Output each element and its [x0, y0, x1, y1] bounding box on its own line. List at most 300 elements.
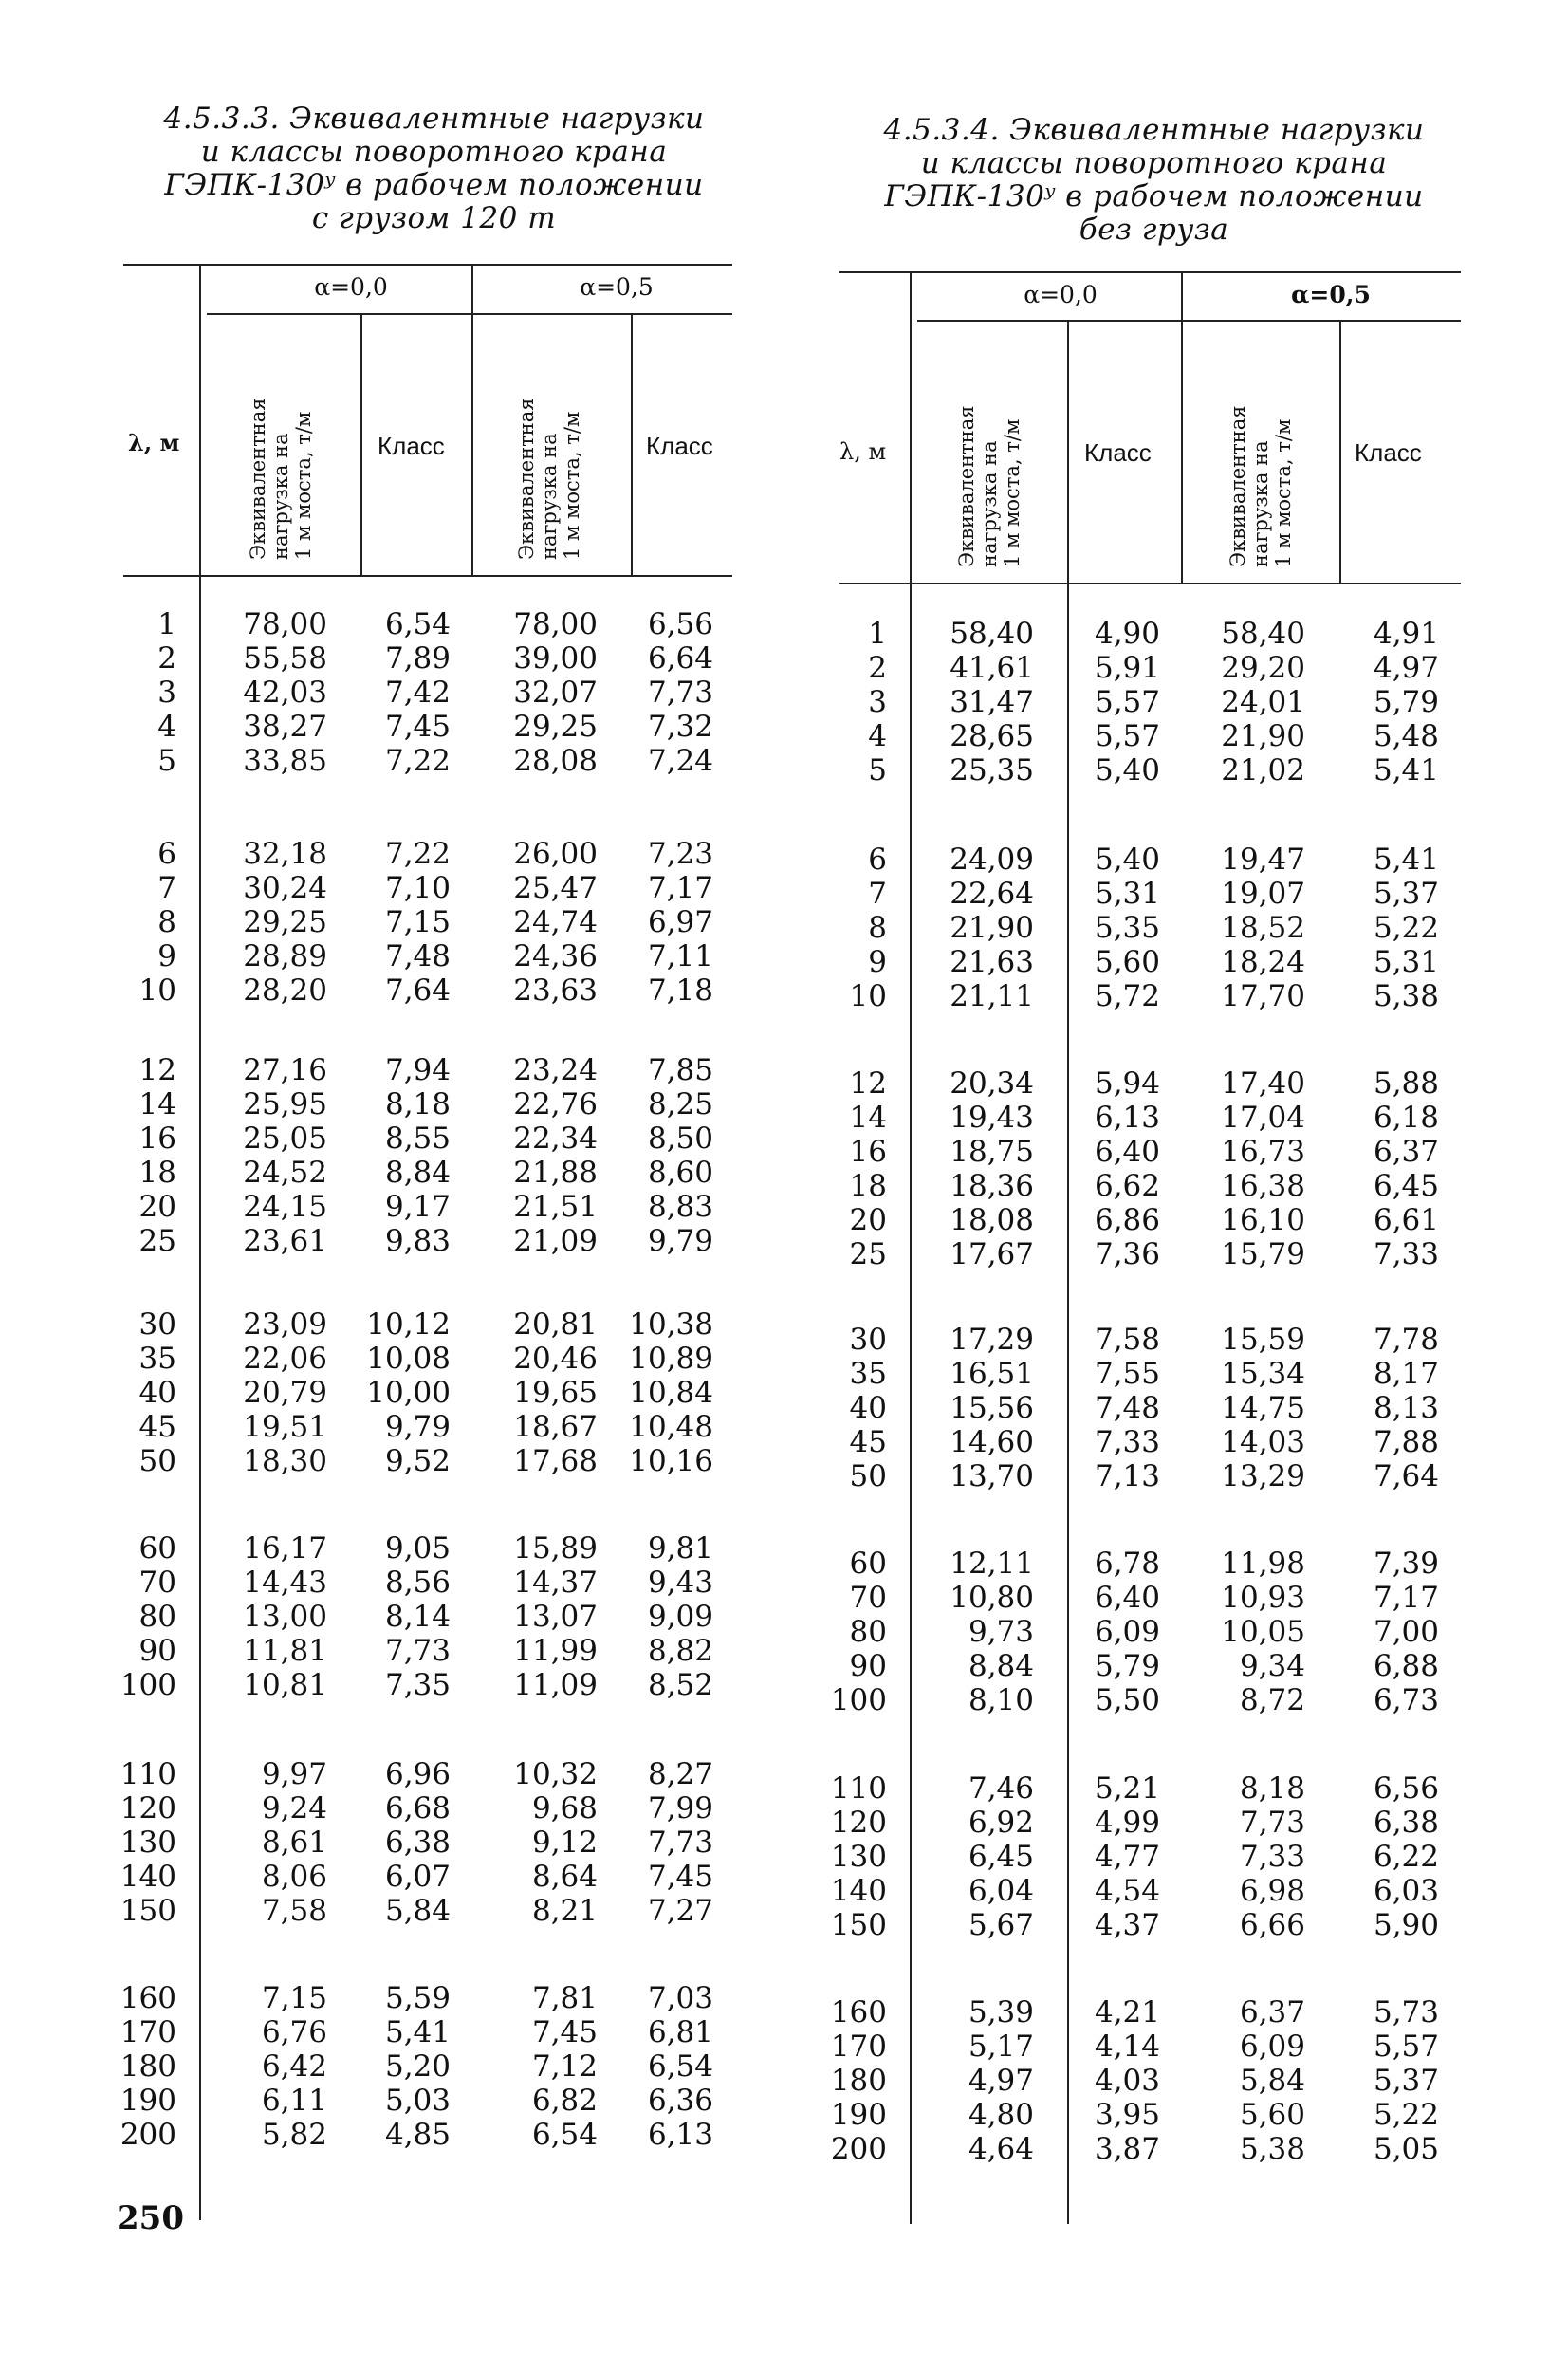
class05-cell: 8,82	[647, 1634, 713, 1668]
class05-cell: 6,22	[1373, 1840, 1439, 1874]
equiv0-cell: 41,61	[950, 651, 1034, 685]
klass-header: Класс	[378, 432, 445, 460]
table-row	[120, 1860, 745, 1894]
table-row	[120, 1757, 745, 1791]
class05-cell: 8,17	[1373, 1357, 1439, 1391]
equiv05-cell: 6,09	[1239, 2030, 1305, 2064]
equiv05-cell: 9,12	[531, 1826, 598, 1860]
rule	[123, 575, 732, 577]
table-row	[120, 2118, 745, 2152]
rule	[917, 320, 1461, 322]
equiv05-cell: 18,52	[1221, 911, 1305, 945]
lambda-cell: 18	[849, 1169, 887, 1203]
class05-cell: 6,45	[1373, 1169, 1439, 1203]
equiv0-cell: 13,00	[243, 1600, 327, 1634]
equiv05-cell: 6,37	[1239, 1995, 1305, 2030]
equiv0-cell: 7,46	[968, 1771, 1034, 1806]
table-row	[830, 1840, 1468, 1874]
equiv05-cell: 9,68	[531, 1791, 598, 1826]
equiv0-cell: 18,75	[950, 1135, 1034, 1169]
equiv05-cell: 8,18	[1239, 1771, 1305, 1806]
class0-cell: 7,64	[384, 973, 451, 1008]
lambda-cell: 12	[849, 1066, 887, 1101]
table-row	[830, 1806, 1468, 1840]
lambda-cell: 35	[138, 1342, 176, 1376]
class0-cell: 4,99	[1094, 1806, 1160, 1840]
page-number: 250	[117, 2199, 184, 2237]
equiv05-cell: 19,65	[513, 1376, 598, 1410]
equiv0-cell: 24,52	[243, 1156, 327, 1190]
equiv05-cell: 7,73	[1239, 1806, 1305, 1840]
class0-cell: 8,56	[384, 1566, 451, 1600]
class05-cell: 9,09	[647, 1600, 713, 1634]
row-group	[123, 837, 745, 1008]
equiv0-cell: 29,25	[243, 905, 327, 939]
table-row	[123, 1566, 745, 1600]
title-line: без груза	[1079, 213, 1229, 247]
equiv0-cell: 16,17	[243, 1531, 327, 1566]
equiv05-cell: 10,32	[513, 1757, 598, 1791]
equiv05-cell: 16,73	[1221, 1135, 1305, 1169]
equiv0-cell: 4,64	[968, 2132, 1034, 2166]
title-line: 4.5.3.4. Эквивалентные нагрузки	[883, 113, 1425, 147]
equiv0-cell: 15,56	[950, 1391, 1034, 1425]
class05-cell: 7,17	[1373, 1581, 1439, 1615]
class0-cell: 4,03	[1094, 2064, 1160, 2098]
equiv0-cell: 6,92	[968, 1806, 1034, 1840]
equiv05-cell: 5,84	[1239, 2064, 1305, 2098]
table-row	[123, 1531, 745, 1566]
lambda-cell: 25	[138, 1224, 176, 1258]
class05-cell: 5,41	[1373, 843, 1439, 877]
table-row	[123, 1087, 745, 1121]
equiv0-cell: 11,81	[243, 1634, 327, 1668]
lambda-cell: 2	[868, 651, 887, 685]
class0-cell: 5,20	[384, 2049, 451, 2084]
table-row	[839, 877, 1468, 911]
lambda-cell: 150	[120, 1894, 176, 1928]
table-row	[123, 1600, 745, 1634]
table-row	[123, 1410, 745, 1444]
class0-cell: 5,94	[1094, 1066, 1160, 1101]
table-row	[123, 1342, 745, 1376]
row-group	[120, 1531, 745, 1702]
lambda-cell: 35	[849, 1357, 887, 1391]
equiv0-cell: 9,73	[968, 1615, 1034, 1649]
table-row	[123, 1634, 745, 1668]
row-group	[120, 1757, 745, 1928]
table-row	[123, 1156, 745, 1190]
equiv-header-line: Эквивалентная	[515, 398, 538, 560]
lambda-cell: 45	[138, 1410, 176, 1444]
lambda-cell: 80	[138, 1600, 176, 1634]
table-row	[839, 1425, 1468, 1459]
equiv05-cell: 15,79	[1221, 1237, 1305, 1271]
equiv05-cell: 24,01	[1221, 685, 1305, 719]
row-group	[123, 607, 745, 778]
equiv0-cell: 17,29	[950, 1323, 1034, 1357]
lambda-cell: 120	[120, 1791, 176, 1826]
rule	[471, 264, 473, 577]
table-row	[123, 1307, 745, 1342]
class05-cell: 7,32	[647, 710, 713, 744]
equiv05-cell: 21,88	[513, 1156, 598, 1190]
class0-cell: 5,79	[1094, 1649, 1160, 1683]
class0-cell: 7,10	[384, 871, 451, 905]
equiv0-cell: 7,58	[261, 1894, 327, 1928]
equiv0-cell: 14,60	[950, 1425, 1034, 1459]
title-line: с грузом 120 т	[311, 201, 557, 235]
equiv0-cell: 23,09	[243, 1307, 327, 1342]
table-row	[830, 1874, 1468, 1908]
class05-cell: 5,79	[1373, 685, 1439, 719]
class05-cell: 6,54	[647, 2049, 713, 2084]
class05-cell: 5,37	[1373, 2064, 1439, 2098]
class05-cell: 4,97	[1373, 651, 1439, 685]
equiv0-cell: 58,40	[950, 617, 1034, 651]
row-group	[120, 1981, 745, 2152]
equiv0-cell: 25,95	[243, 1087, 327, 1121]
table-row	[839, 1237, 1468, 1271]
rule	[207, 313, 732, 315]
class0-cell: 9,17	[384, 1190, 451, 1224]
title-line: 4.5.3.3. Эквивалентные нагрузки	[163, 102, 705, 136]
class05-cell: 7,24	[647, 744, 713, 778]
class0-cell: 5,35	[1094, 911, 1160, 945]
equiv05-cell: 6,82	[531, 2084, 598, 2118]
lambda-cell: 8	[868, 911, 887, 945]
title-line: и классы поворотного крана	[200, 135, 668, 169]
equiv05-cell: 29,20	[1221, 651, 1305, 685]
equiv05-cell: 8,72	[1239, 1683, 1305, 1717]
equiv05-cell: 7,33	[1239, 1840, 1305, 1874]
equiv0-cell: 28,89	[243, 939, 327, 973]
lambda-cell: 10	[138, 973, 176, 1008]
equiv05-cell: 7,12	[531, 2049, 598, 2084]
equiv0-cell: 16,51	[950, 1357, 1034, 1391]
table-row	[120, 1826, 745, 1860]
class0-cell: 5,91	[1094, 651, 1160, 685]
lambda-cell: 45	[849, 1425, 887, 1459]
table-row	[120, 2049, 745, 2084]
equiv0-cell: 14,43	[243, 1566, 327, 1600]
class0-cell: 7,89	[384, 641, 451, 676]
class05-cell: 5,48	[1373, 719, 1439, 753]
lambda-cell: 120	[830, 1806, 887, 1840]
title-line: ГЭПК-130ʸ в рабочем положении	[164, 168, 704, 202]
equiv-header-line: нагрузка на	[978, 440, 1001, 567]
class0-cell: 7,33	[1094, 1425, 1160, 1459]
class0-cell: 7,22	[384, 744, 451, 778]
rule	[910, 271, 912, 584]
equiv0-cell: 21,11	[950, 979, 1034, 1013]
lambda-cell: 150	[830, 1908, 887, 1942]
table-row	[123, 905, 745, 939]
equiv05-cell: 26,00	[513, 837, 598, 871]
class0-cell: 3,87	[1094, 2132, 1160, 2166]
class05-cell: 7,00	[1373, 1615, 1439, 1649]
class0-cell: 8,18	[384, 1087, 451, 1121]
equiv05-cell: 19,47	[1221, 843, 1305, 877]
class0-cell: 5,60	[1094, 945, 1160, 979]
class05-cell: 7,03	[647, 1981, 713, 2015]
table-title	[123, 102, 745, 235]
rule	[631, 313, 633, 577]
table-row	[120, 1791, 745, 1826]
rule	[1339, 320, 1341, 584]
class05-cell: 6,03	[1373, 1874, 1439, 1908]
lambda-cell: 190	[830, 2098, 887, 2132]
class05-cell: 6,56	[1373, 1771, 1439, 1806]
klass-header: Класс	[1084, 438, 1152, 467]
equiv0-cell: 33,85	[243, 744, 327, 778]
equiv05-cell: 21,90	[1221, 719, 1305, 753]
equiv0-cell: 8,10	[968, 1683, 1034, 1717]
class05-cell: 5,38	[1373, 979, 1439, 1013]
table-row	[830, 2098, 1468, 2132]
lambda-cell: 40	[138, 1376, 176, 1410]
class0-cell: 9,83	[384, 1224, 451, 1258]
lambda-cell: 20	[138, 1190, 176, 1224]
lambda-cell: 190	[120, 2084, 176, 2118]
equiv0-cell: 8,06	[261, 1860, 327, 1894]
equiv0-cell: 4,97	[968, 2064, 1034, 2098]
class05-cell: 9,79	[647, 1224, 713, 1258]
class0-cell: 7,73	[384, 1634, 451, 1668]
class05-cell: 5,31	[1373, 945, 1439, 979]
class0-cell: 7,48	[1094, 1391, 1160, 1425]
table-row	[839, 1135, 1468, 1169]
class0-cell: 6,96	[384, 1757, 451, 1791]
equiv05-cell: 16,10	[1221, 1203, 1305, 1237]
equiv05-cell: 24,36	[513, 939, 598, 973]
class0-cell: 4,85	[384, 2118, 451, 2152]
equiv-header-line: Эквивалентная	[955, 405, 978, 567]
equiv0-cell: 22,64	[950, 877, 1034, 911]
equiv05-cell: 10,93	[1221, 1581, 1305, 1615]
equiv05-cell: 18,67	[513, 1410, 598, 1444]
class0-cell: 5,40	[1094, 843, 1160, 877]
rule	[1181, 271, 1183, 584]
title-line: ГЭПК-130ʸ в рабочем положении	[884, 179, 1424, 213]
class0-cell: 4,90	[1094, 617, 1160, 651]
equiv05-cell: 58,40	[1221, 617, 1305, 651]
class0-cell: 5,57	[1094, 719, 1160, 753]
table-row	[839, 1547, 1468, 1581]
lambda-cell: 20	[849, 1203, 887, 1237]
equiv05-cell: 15,59	[1221, 1323, 1305, 1357]
class05-cell: 6,56	[647, 607, 713, 641]
table-row	[123, 1121, 745, 1156]
class0-cell: 6,13	[1094, 1101, 1160, 1135]
table-row	[830, 1771, 1468, 1806]
class05-cell: 8,60	[647, 1156, 713, 1190]
equiv05-cell: 16,38	[1221, 1169, 1305, 1203]
table-row	[123, 973, 745, 1008]
equiv0-cell: 31,47	[950, 685, 1034, 719]
class0-cell: 7,42	[384, 676, 451, 710]
equiv05-cell: 20,81	[513, 1307, 598, 1342]
lambda-cell: 7	[157, 871, 176, 905]
table-row	[120, 2084, 745, 2118]
equiv0-cell: 55,58	[243, 641, 327, 676]
lambda-cell: 3	[157, 676, 176, 710]
equiv0-cell: 42,03	[243, 676, 327, 710]
row-group	[839, 843, 1468, 1013]
table-row	[123, 1224, 745, 1258]
table-row	[839, 685, 1468, 719]
row-group	[839, 1066, 1468, 1271]
lambda-cell: 180	[120, 2049, 176, 2084]
lambda-cell: 100	[830, 1683, 887, 1717]
table-row	[839, 979, 1468, 1013]
class0-cell: 5,40	[1094, 753, 1160, 788]
class0-cell: 7,22	[384, 837, 451, 871]
class0-cell: 5,84	[384, 1894, 451, 1928]
equiv05-cell: 14,75	[1221, 1391, 1305, 1425]
table-row	[123, 1190, 745, 1224]
equiv05-cell: 15,34	[1221, 1357, 1305, 1391]
table-row	[839, 1391, 1468, 1425]
equiv05-cell: 29,25	[513, 710, 598, 744]
class0-cell: 9,52	[384, 1444, 451, 1478]
class0-cell: 7,13	[1094, 1459, 1160, 1493]
table-row	[123, 676, 745, 710]
class0-cell: 6,54	[384, 607, 451, 641]
equiv05-cell: 8,64	[531, 1860, 598, 1894]
equiv05-cell: 7,81	[531, 1981, 598, 2015]
class05-cell: 9,81	[647, 1531, 713, 1566]
class0-cell: 4,14	[1094, 2030, 1160, 2064]
lambda-cell: 7	[868, 877, 887, 911]
class05-cell: 4,91	[1373, 617, 1439, 651]
table-row	[123, 1053, 745, 1087]
lambda-cell: 170	[120, 2015, 176, 2049]
class05-cell: 6,81	[647, 2015, 713, 2049]
equiv05-cell: 22,76	[513, 1087, 598, 1121]
table-row	[839, 1203, 1468, 1237]
class0-cell: 6,68	[384, 1791, 451, 1826]
equiv0-cell: 27,16	[243, 1053, 327, 1087]
table-row	[123, 1376, 745, 1410]
equiv-header-line: нагрузка на	[1249, 440, 1272, 567]
table-row	[120, 1668, 745, 1702]
row-group	[830, 1547, 1468, 1717]
class0-cell: 8,84	[384, 1156, 451, 1190]
lambda-cell: 16	[138, 1121, 176, 1156]
class0-cell: 10,12	[366, 1307, 451, 1342]
lambda-cell: 6	[868, 843, 887, 877]
class0-cell: 5,31	[1094, 877, 1160, 911]
equiv05-cell: 18,24	[1221, 945, 1305, 979]
equiv0-cell: 24,09	[950, 843, 1034, 877]
equiv0-cell: 13,70	[950, 1459, 1034, 1493]
equiv05-cell: 24,74	[513, 905, 598, 939]
lambda-cell: 40	[849, 1391, 887, 1425]
lambda-cell: 80	[849, 1615, 887, 1649]
class05-cell: 5,37	[1373, 877, 1439, 911]
row-group	[123, 1053, 745, 1258]
table-row	[830, 2030, 1468, 2064]
equiv05-cell: 20,46	[513, 1342, 598, 1376]
equiv-header-line: 1 м моста, т/м	[1001, 418, 1024, 567]
class0-cell: 6,09	[1094, 1615, 1160, 1649]
equiv05-cell: 6,54	[531, 2118, 598, 2152]
equiv0-cell: 21,63	[950, 945, 1034, 979]
class05-cell: 6,73	[1373, 1683, 1439, 1717]
equiv0-cell: 6,42	[261, 2049, 327, 2084]
equiv-header	[247, 398, 315, 560]
class0-cell: 4,54	[1094, 1874, 1160, 1908]
equiv0-cell: 19,51	[243, 1410, 327, 1444]
row-group	[123, 1307, 745, 1478]
table-row	[839, 1066, 1468, 1101]
table-row	[830, 2132, 1468, 2166]
class0-cell: 7,45	[384, 710, 451, 744]
equiv0-cell: 20,34	[950, 1066, 1034, 1101]
equiv0-cell: 23,61	[243, 1224, 327, 1258]
class05-cell: 7,23	[647, 837, 713, 871]
rule	[360, 313, 362, 577]
equiv05-cell: 28,08	[513, 744, 598, 778]
table-row	[123, 607, 745, 641]
class05-cell: 5,73	[1373, 1995, 1439, 2030]
lambda-cell: 110	[120, 1757, 176, 1791]
class05-cell: 10,38	[629, 1307, 713, 1342]
table-row	[839, 911, 1468, 945]
equiv05-cell: 32,07	[513, 676, 598, 710]
table-row	[839, 1169, 1468, 1203]
equiv0-cell: 5,39	[968, 1995, 1034, 2030]
class05-cell: 10,89	[629, 1342, 713, 1376]
equiv0-cell: 28,65	[950, 719, 1034, 753]
table-row	[830, 1995, 1468, 2030]
equiv-header-line: 1 м моста, т/м	[292, 411, 315, 560]
equiv05-cell: 13,29	[1221, 1459, 1305, 1493]
equiv0-cell: 30,24	[243, 871, 327, 905]
lambda-cell: 2	[157, 641, 176, 676]
equiv05-cell: 11,09	[513, 1668, 598, 1702]
class05-cell: 5,90	[1373, 1908, 1439, 1942]
equiv05-cell: 11,99	[513, 1634, 598, 1668]
lambda-header: λ, м	[839, 438, 887, 465]
class0-cell: 3,95	[1094, 2098, 1160, 2132]
row-group	[830, 1771, 1468, 1942]
table-row	[123, 744, 745, 778]
lambda-cell: 100	[120, 1668, 176, 1702]
lambda-cell: 14	[849, 1101, 887, 1135]
lambda-cell: 9	[868, 945, 887, 979]
class05-cell: 5,57	[1373, 2030, 1439, 2064]
equiv05-cell: 11,98	[1221, 1547, 1305, 1581]
equiv0-cell: 19,43	[950, 1101, 1034, 1135]
lambda-cell: 25	[849, 1237, 887, 1271]
row-group	[830, 1995, 1468, 2166]
equiv0-cell: 6,04	[968, 1874, 1034, 1908]
class0-cell: 9,05	[384, 1531, 451, 1566]
klass-header: Класс	[1355, 438, 1422, 467]
class0-cell: 7,58	[1094, 1323, 1160, 1357]
alpha0-header: α=0,0	[1024, 281, 1098, 308]
table-row	[839, 1615, 1468, 1649]
table-row	[839, 1581, 1468, 1615]
class0-cell: 5,21	[1094, 1771, 1160, 1806]
row-group	[839, 617, 1468, 788]
class05-cell: 9,43	[647, 1566, 713, 1600]
equiv05-cell: 6,66	[1239, 1908, 1305, 1942]
equiv05-cell: 23,63	[513, 973, 598, 1008]
class0-cell: 6,07	[384, 1860, 451, 1894]
